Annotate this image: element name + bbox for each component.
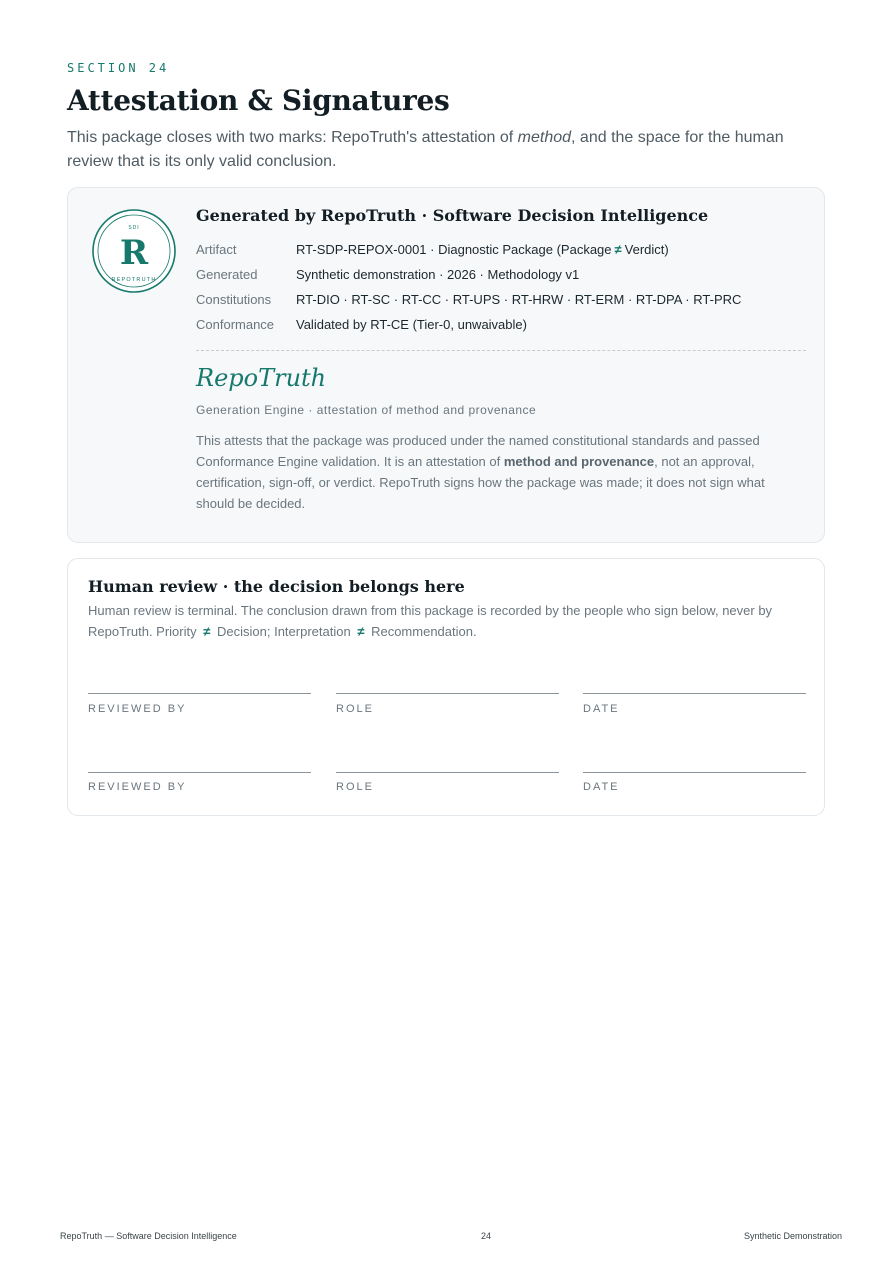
footer-page-number: 24: [481, 1231, 492, 1241]
attestation-meta: [196, 240, 808, 340]
review-text-2: Decision; Interpretation: [217, 624, 351, 639]
artifact-text-after: Verdict): [624, 242, 669, 257]
repotruth-seal-icon: [92, 209, 176, 293]
date-line[interactable]: [583, 693, 806, 694]
meta-row-constitutions: [196, 290, 808, 315]
meta-key: Constitutions: [196, 292, 272, 307]
lead-text-before: This package closes with two marks: RepoTruth's attestation of: [67, 129, 518, 146]
review-text: [88, 600, 806, 642]
role-line[interactable]: [336, 772, 559, 773]
meta-row-artifact: [196, 240, 808, 265]
meta-key: Generated: [196, 267, 258, 282]
meta-value: [296, 240, 669, 260]
reviewed-by-line[interactable]: [88, 693, 311, 694]
lead-paragraph: [67, 126, 807, 174]
svg-text:REPOTRUTH: REPOTRUTH: [111, 277, 157, 283]
date-line[interactable]: [583, 772, 806, 773]
reviewed-by-line[interactable]: [88, 772, 311, 773]
not-equal-symbol: ≠: [614, 242, 622, 257]
date-label: DATE: [583, 781, 620, 793]
svg-text:SDI: SDI: [128, 225, 140, 231]
reviewed-by-label: REVIEWED BY: [88, 703, 187, 715]
signature-subtitle: Generation Engine · attestation of method and provenance: [196, 403, 537, 417]
human-review-card: [67, 558, 825, 816]
role-line[interactable]: [336, 693, 559, 694]
review-text-3: Recommendation.: [371, 624, 477, 639]
meta-key: Artifact: [196, 242, 237, 257]
lead-text-after: , and the space for the human review that is its only valid conclusion.: [67, 129, 784, 170]
meta-value: RT-DIO · RT-SC · RT-CC · RT-UPS · RT-HRW · RT-ERM · RT-DPA · RT-PRC: [296, 292, 742, 307]
meta-row-conformance: [196, 315, 808, 340]
attestation-heading: Generated by RepoTruth · Software Decision Intelligence: [196, 206, 709, 225]
lead-emphasis: method: [517, 129, 572, 146]
footer-note: Synthetic Demonstration: [744, 1231, 843, 1241]
role-label: ROLE: [336, 703, 374, 715]
footer-brand: RepoTruth — Software Decision Intelligence: [60, 1231, 237, 1241]
review-heading: Human review · the decision belongs here: [88, 577, 465, 596]
not-equal-symbol: ≠: [357, 624, 365, 639]
role-label: ROLE: [336, 781, 374, 793]
attestation-text: [196, 430, 806, 514]
svg-text:R: R: [119, 233, 149, 273]
not-equal-symbol: ≠: [203, 624, 211, 639]
artifact-text: RT-SDP-REPOX-0001 · Diagnostic Package (Package: [296, 242, 612, 257]
reviewed-by-label: REVIEWED BY: [88, 781, 187, 793]
review-text-1: Human review is terminal. The conclusion drawn from this package is recorded by the people who sign below, never by RepoTruth. Priority: [88, 603, 773, 639]
attestation-text-bold: method and provenance: [503, 454, 655, 469]
section-kicker: SECTION 24: [67, 61, 170, 75]
page-title: Attestation & Signatures: [67, 84, 450, 117]
attestation-text-before: This attests that the package was produced under the named constitutional standards and passed Conformance Engine validation. It is an attestation of: [196, 433, 760, 469]
meta-value: Synthetic demonstration · 2026 · Methodology v1: [296, 267, 580, 282]
attestation-card: [67, 187, 825, 543]
meta-value: Validated by RT-CE (Tier-0, unwaivable): [296, 317, 527, 332]
attestation-text-after: , not an approval, certification, sign-off, or verdict. RepoTruth signs how the package was made; it does not sign what should be decided.: [196, 454, 765, 511]
dashed-divider: [196, 350, 806, 351]
meta-row-generated: [196, 265, 808, 290]
meta-key: Conformance: [196, 317, 275, 332]
date-label: DATE: [583, 703, 620, 715]
signature-name: RepoTruth: [196, 364, 327, 392]
